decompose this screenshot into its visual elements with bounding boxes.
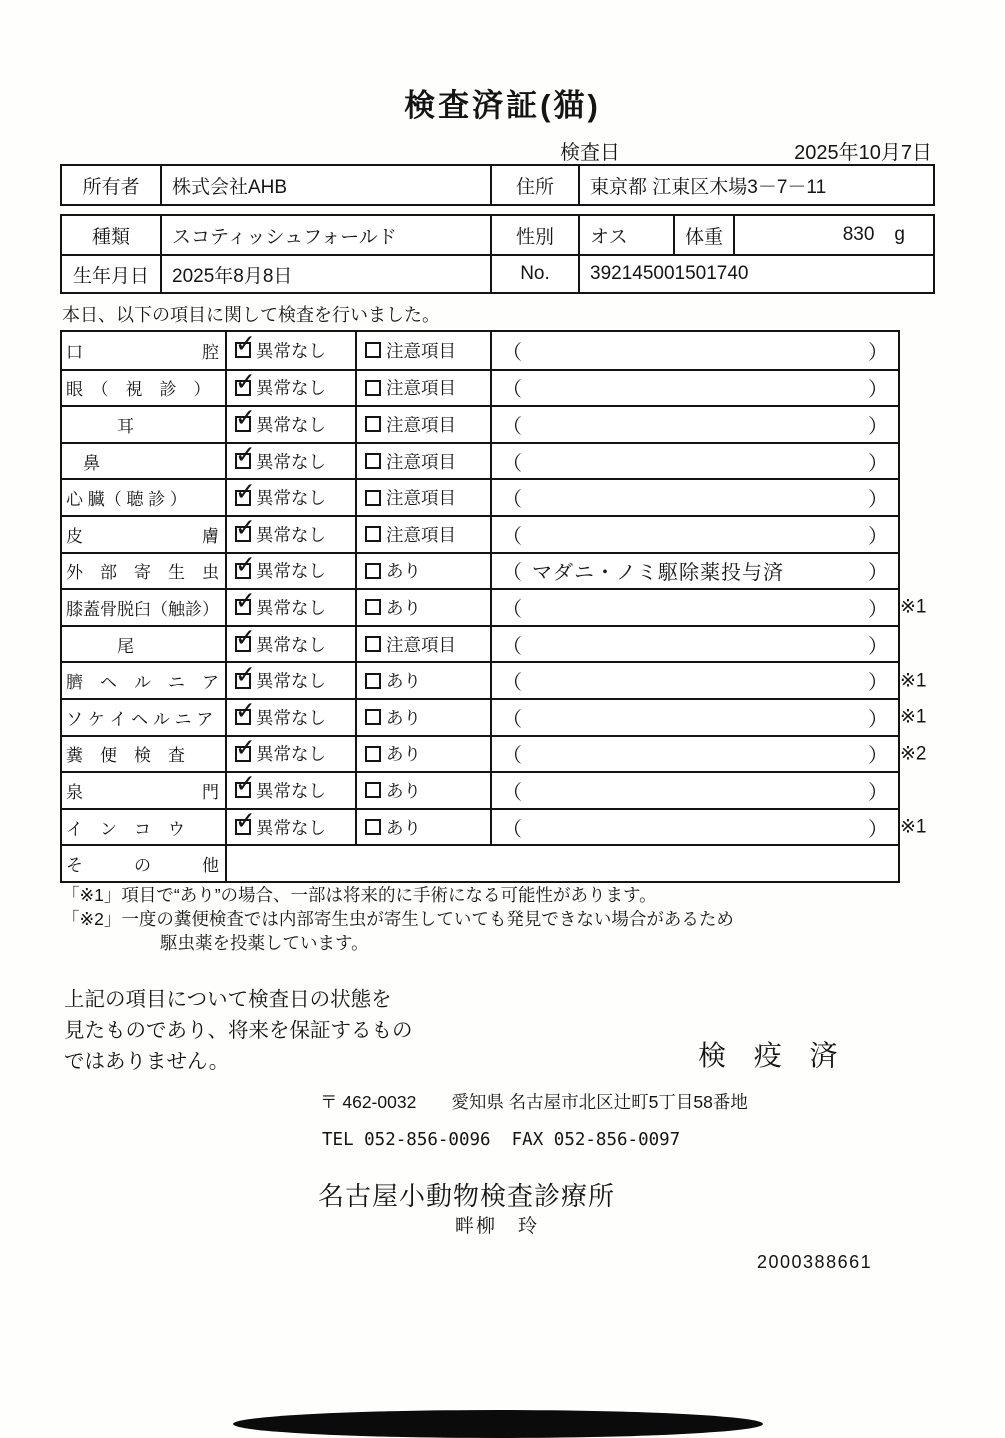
exam-alt-cell: [357, 627, 492, 662]
checkbox-no-abnormality: [235, 626, 256, 653]
birthdate-value: 2025年8月8日: [162, 256, 492, 292]
exam-item-label-cell: [62, 846, 227, 881]
check-mark-icon: ✓: [235, 699, 256, 726]
checkbox-no-abnormality: [235, 553, 256, 579]
footnote-mark: ※1: [900, 706, 927, 728]
check-mark-icon: ✓: [235, 332, 256, 359]
exam-item-label-cell: [62, 444, 227, 479]
checkbox-attention-label: あり: [386, 597, 421, 618]
exam-note-cell: [492, 627, 898, 662]
exam-alt-cell: [357, 773, 492, 808]
address-label: 住所: [492, 166, 580, 204]
checkbox-no-abnormality-label: 異常なし: [256, 744, 326, 765]
checkbox-no-abnormality: [235, 407, 256, 433]
checkbox-attention: [365, 819, 381, 835]
exam-alt-cell: [357, 737, 492, 772]
footnote-mark: ※1: [900, 670, 927, 692]
disclaimer-line-3: ではありません。: [64, 1050, 230, 1073]
check-mark-icon: ✓: [235, 480, 256, 506]
exam-item-label-cell: [62, 371, 227, 406]
paren-open: （: [502, 708, 522, 731]
exam-table-row: [62, 478, 898, 515]
paren-close: ）: [868, 635, 888, 658]
exam-alt-cell: [357, 407, 492, 442]
exam-ok-cell: [227, 554, 357, 589]
exam-item-label: 心 臓（ 聴 診 ）: [66, 490, 187, 510]
exam-ok-cell: [227, 407, 357, 442]
exam-ok-cell: [227, 627, 357, 662]
exam-table-row: [62, 405, 898, 442]
exam-item-label: ソ ケ イ ヘ ル ニ ア: [66, 709, 214, 729]
checkbox-attention-label: 注意項目: [386, 634, 456, 655]
paren-open: （: [502, 781, 522, 804]
owner-table: [60, 164, 935, 206]
paren-open: （: [502, 452, 522, 475]
check-mark-icon: ✓: [235, 809, 256, 836]
checkbox-no-abnormality: [235, 370, 256, 396]
weight-cell: [735, 216, 933, 254]
exam-table-row: [62, 698, 927, 735]
footnote-2-line-2: 駆虫薬を投薬しています。: [160, 933, 369, 953]
check-mark-icon: ✓: [235, 590, 256, 616]
checkbox-no-abnormality: [235, 516, 256, 543]
checkbox-no-abnormality: [235, 480, 256, 506]
weight-value: 830: [842, 224, 875, 245]
checkbox-attention-label: あり: [386, 707, 421, 728]
checkbox-attention: [365, 453, 381, 469]
exam-item-label: 鼻: [66, 453, 100, 473]
exam-note-cell: [492, 663, 898, 698]
paren-open: （: [502, 525, 522, 548]
exam-item-label-cell: [62, 480, 227, 515]
quarantine-stamp-text: 検 疫 済: [698, 1040, 848, 1071]
paren-close: ）: [868, 452, 888, 475]
exam-table-row: [62, 552, 898, 589]
info-table-row-1: [62, 216, 933, 254]
checkbox-attention: [365, 673, 381, 689]
checkbox-no-abnormality-label: 異常なし: [256, 488, 326, 509]
checkbox-attention-label: 注意項目: [386, 488, 456, 509]
exam-other-empty-cell: [227, 846, 898, 881]
exam-alt-cell: [357, 590, 492, 625]
exam-note-cell: [492, 773, 898, 808]
exam-table-row: [62, 332, 898, 369]
exam-note-cell: [492, 407, 898, 442]
checkbox-no-abnormality-label: 異常なし: [256, 561, 326, 582]
footnote-mark: ※1: [900, 596, 927, 618]
checkbox-attention-label: あり: [386, 780, 421, 801]
checkbox-no-abnormality: [235, 663, 256, 689]
checkbox-attention: [365, 380, 381, 396]
checkbox-no-abnormality-label: 異常なし: [256, 340, 326, 361]
footnote-1: 「※1」項目で“あり”の場合、一部は将来的に手術になる可能性があります。: [62, 885, 657, 905]
exam-alt-cell: [357, 554, 492, 589]
checkbox-no-abnormality-label: 異常なし: [256, 378, 326, 399]
exam-table-row: [62, 515, 898, 552]
no-value: 392145001501740: [590, 263, 749, 284]
exam-item-label: 皮 膚: [66, 526, 219, 546]
footnote-2-line-1: 「※2」一度の糞便検査では内部寄生虫が寄生していても発見できない場合があるため: [62, 909, 734, 929]
paren-open: （: [502, 818, 522, 841]
exam-table-rows: [62, 332, 927, 844]
checkbox-no-abnormality-label: 異常なし: [256, 634, 326, 655]
checkbox-attention: [365, 563, 381, 579]
checkbox-attention-label: 注意項目: [386, 414, 456, 435]
exam-alt-cell: [357, 810, 492, 845]
footnote-mark: ※2: [900, 743, 927, 765]
page-title: 検査済証(猫): [404, 88, 601, 123]
checkbox-no-abnormality-label: 異常なし: [256, 707, 326, 728]
exam-item-label: 膝蓋骨脱臼（触診）: [66, 599, 219, 619]
owner-label: 所有者: [62, 166, 162, 204]
checkbox-no-abnormality: [235, 699, 256, 726]
breed-label: 種類: [62, 216, 162, 254]
exam-item-label-cell: [62, 663, 227, 698]
paren-open: （: [502, 635, 522, 658]
exam-ok-cell: [227, 810, 357, 845]
birthdate-label: 生年月日: [62, 256, 162, 292]
paren-close: ）: [868, 708, 888, 731]
paren-open: （: [502, 562, 522, 585]
exam-alt-cell: [357, 700, 492, 735]
exam-item-label: 眼 （ 視 診 ）: [66, 380, 211, 400]
exam-table-row-other: [62, 844, 898, 881]
checkbox-attention: [365, 746, 381, 762]
paren-close: ）: [868, 818, 888, 841]
checkbox-no-abnormality: [235, 736, 256, 762]
exam-item-label-cell: [62, 700, 227, 735]
sex-value: オス: [580, 216, 675, 254]
checkbox-no-abnormality: [235, 443, 256, 470]
exam-item-label: イ ン コ ウ: [66, 819, 185, 839]
exam-table-row: [62, 771, 898, 808]
disclaimer: [64, 984, 413, 1077]
exam-item-label-cell: [62, 554, 227, 589]
exam-ok-cell: [227, 700, 357, 735]
footnotes: [62, 883, 734, 955]
paren-close: ）: [868, 598, 888, 621]
exam-note-cell: [492, 480, 898, 515]
exam-note-cell: [492, 810, 898, 845]
inspection-date-row: [560, 136, 932, 165]
exam-table-row: [62, 625, 898, 662]
breed-value: スコティッシュフォールド: [162, 216, 492, 254]
exam-item-label-cell: [62, 332, 227, 369]
checkbox-attention: [365, 342, 381, 358]
paren-open: （: [502, 745, 522, 768]
paren-close: ）: [868, 415, 888, 438]
paren-open: （: [502, 672, 522, 695]
exam-item-label-cell: [62, 737, 227, 772]
intro-text: 本日、以下の項目に関して検査を行いました。: [62, 305, 440, 325]
exam-item-label-cell: [62, 407, 227, 442]
no-label: No.: [492, 256, 580, 292]
checkbox-no-abnormality: [235, 332, 256, 359]
check-mark-icon: ✓: [235, 626, 256, 653]
checkbox-attention: [365, 709, 381, 725]
exam-item-label-cell: [62, 627, 227, 662]
exam-item-label: そ の 他: [66, 856, 219, 876]
clinic-name: 名古屋小動物検査診療所: [318, 1181, 616, 1211]
checkbox-attention: [365, 782, 381, 798]
exam-item-label: 泉 門: [66, 782, 219, 802]
exam-item-label-cell: [62, 517, 227, 552]
checkbox-no-abnormality-label: 異常なし: [256, 524, 326, 545]
inspection-date-value: 2025年10月7日: [794, 142, 932, 164]
owner-table-row: [62, 166, 933, 204]
paren-close: ）: [868, 562, 888, 585]
check-mark-icon: ✓: [235, 516, 256, 543]
clinic-postal-address: 〒 462-0032 愛知県 名古屋市北区辻町5丁目58番地: [320, 1092, 748, 1112]
checkbox-attention-label: 注意項目: [386, 340, 456, 361]
paren-open: （: [502, 415, 522, 438]
exam-alt-cell: [357, 332, 492, 369]
exam-note-cell: [492, 590, 898, 625]
exam-ok-cell: [227, 480, 357, 515]
paren-close: ）: [868, 341, 888, 364]
checkbox-attention: [365, 490, 381, 506]
exam-item-label: 糞 便 検 査: [66, 746, 185, 766]
exam-item-label: 尾: [66, 636, 134, 656]
checkbox-no-abnormality-label: 異常なし: [256, 780, 326, 801]
exam-ok-cell: [227, 332, 357, 369]
checkbox-attention-label: あり: [386, 817, 421, 838]
checkbox-no-abnormality-label: 異常なし: [256, 817, 326, 838]
exam-ok-cell: [227, 663, 357, 698]
weight-label: 体重: [675, 216, 735, 254]
exam-note-cell: [492, 332, 898, 369]
inspection-date-label: 検査日: [560, 142, 620, 164]
paren-close: ）: [868, 672, 888, 695]
checkbox-no-abnormality-label: 異常なし: [256, 597, 326, 618]
check-mark-icon: ✓: [235, 370, 256, 396]
exam-note-text: マダニ・ノミ駆除薬投与済: [532, 562, 784, 585]
checkbox-attention-label: あり: [386, 671, 421, 692]
paren-close: ）: [868, 489, 888, 512]
exam-table-row: [62, 588, 927, 625]
owner-value: 株式会社AHB: [162, 166, 492, 204]
weight-unit: g: [894, 224, 905, 245]
exam-table-row: [62, 442, 898, 479]
exam-alt-cell: [357, 517, 492, 552]
exam-item-label: 外 部 寄 生 虫: [66, 563, 219, 583]
paren-open: （: [502, 379, 522, 402]
checkbox-no-abnormality-label: 異常なし: [256, 451, 326, 472]
sex-label: 性別: [492, 216, 580, 254]
address-value: 東京都 江東区木場3－7－11: [590, 176, 827, 198]
checkbox-no-abnormality-label: 異常なし: [256, 414, 326, 435]
checkbox-no-abnormality: [235, 773, 256, 799]
check-mark-icon: ✓: [235, 407, 256, 433]
exam-table-row: [62, 369, 898, 406]
checkbox-attention-label: あり: [386, 561, 421, 582]
exam-ok-cell: [227, 773, 357, 808]
footnote-mark: ※1: [900, 816, 927, 838]
checkbox-attention: [365, 416, 381, 432]
scan-artifact-bar: [233, 1410, 763, 1438]
exam-alt-cell: [357, 480, 492, 515]
exam-table: [60, 330, 927, 883]
paren-close: ）: [868, 525, 888, 548]
clinic-tel-fax: TEL 052-856-0096 FAX 052-856-0097: [322, 1130, 681, 1150]
exam-note-cell: [492, 737, 898, 772]
checkbox-attention: [365, 526, 381, 542]
check-mark-icon: ✓: [235, 443, 256, 470]
paren-close: ）: [868, 745, 888, 768]
exam-note-cell: [492, 517, 898, 552]
exam-note-cell: [492, 371, 898, 406]
check-mark-icon: ✓: [235, 736, 256, 762]
exam-note-cell: [492, 554, 898, 589]
disclaimer-line-2: 見たものであり、将来を保証するもの: [64, 1019, 413, 1042]
exam-note-cell: [492, 700, 898, 735]
check-mark-icon: ✓: [235, 663, 256, 689]
check-mark-icon: ✓: [235, 553, 256, 579]
paren-open: （: [502, 341, 522, 364]
check-mark-icon: ✓: [235, 773, 256, 799]
checkbox-no-abnormality: [235, 590, 256, 616]
exam-item-label-cell: [62, 773, 227, 808]
exam-table-row: [62, 735, 927, 772]
exam-table-row: [62, 661, 927, 698]
veterinarian-name: 畔柳 玲: [455, 1216, 540, 1237]
checkbox-no-abnormality-label: 異常なし: [256, 671, 326, 692]
checkbox-attention-label: あり: [386, 744, 421, 765]
exam-ok-cell: [227, 590, 357, 625]
serial-number: 2000388661: [757, 1252, 873, 1272]
paren-open: （: [502, 489, 522, 512]
exam-alt-cell: [357, 444, 492, 479]
checkbox-attention-label: 注意項目: [386, 451, 456, 472]
exam-alt-cell: [357, 371, 492, 406]
paren-close: ）: [868, 781, 888, 804]
checkbox-attention: [365, 636, 381, 652]
exam-ok-cell: [227, 444, 357, 479]
exam-table-row: [62, 808, 927, 845]
exam-item-label: 口 腔: [66, 342, 219, 362]
checkbox-attention-label: 注意項目: [386, 524, 456, 545]
exam-ok-cell: [227, 371, 357, 406]
exam-item-label-cell: [62, 810, 227, 845]
checkbox-attention: [365, 599, 381, 615]
exam-note-cell: [492, 444, 898, 479]
disclaimer-line-1: 上記の項目について検査日の状態を: [64, 988, 392, 1011]
animal-info-table: [60, 214, 935, 294]
exam-ok-cell: [227, 517, 357, 552]
checkbox-attention-label: 注意項目: [386, 378, 456, 399]
exam-item-label-cell: [62, 590, 227, 625]
exam-ok-cell: [227, 737, 357, 772]
paren-open: （: [502, 598, 522, 621]
info-table-row-2: [62, 254, 933, 292]
exam-item-label: 臍 ヘ ル ニ ア: [66, 673, 219, 693]
exam-item-label: 耳: [66, 416, 134, 436]
exam-alt-cell: [357, 663, 492, 698]
paren-close: ）: [868, 379, 888, 402]
checkbox-no-abnormality: [235, 809, 256, 836]
